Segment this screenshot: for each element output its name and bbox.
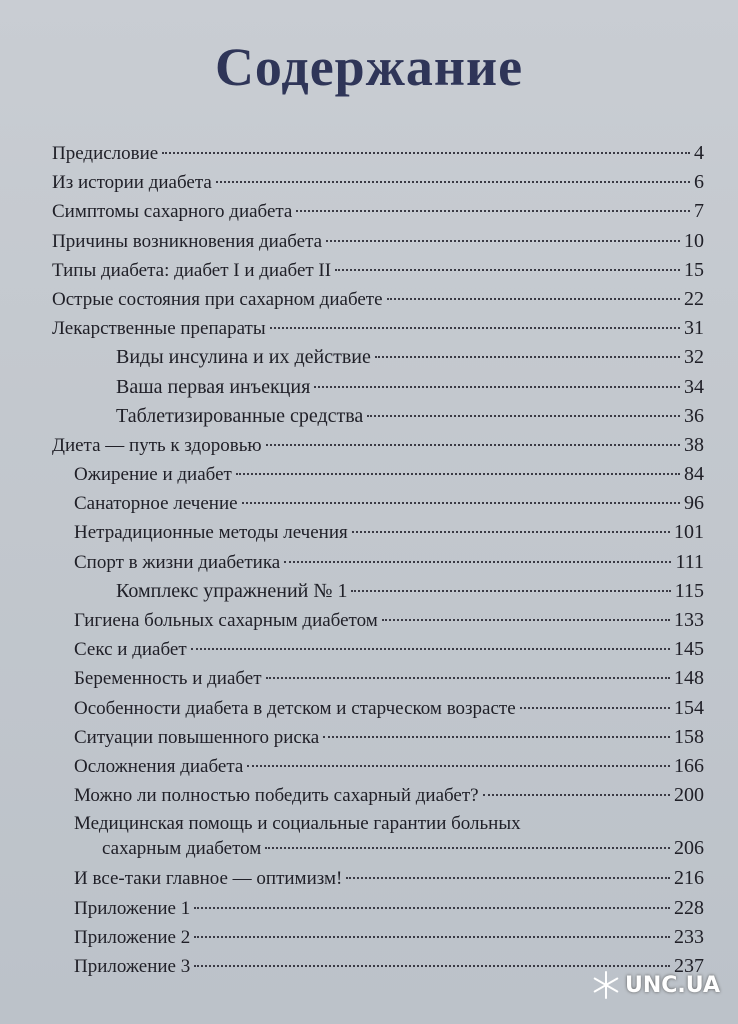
toc-entry-page: 101 — [674, 521, 704, 544]
toc-entry-page: 206 — [674, 837, 704, 860]
dot-leader — [375, 356, 680, 358]
table-of-contents — [52, 142, 704, 984]
dot-leader — [265, 847, 670, 849]
toc-entry — [52, 230, 704, 259]
dot-leader — [266, 444, 680, 446]
toc-entry-label: Нетрадиционные методы лечения — [74, 522, 348, 544]
toc-entry-label: сахарным диабетом — [102, 838, 262, 860]
toc-entry-label: Особенности диабета в детском и старческом возрасте — [74, 697, 516, 719]
toc-entry-label: Диета — путь к здоровью — [52, 434, 262, 456]
dot-leader — [247, 765, 670, 767]
toc-entry-label: Беременность и диабет — [74, 668, 262, 690]
toc-entry-page: 7 — [694, 200, 704, 223]
toc-entry-page: 6 — [694, 171, 704, 194]
dot-leader — [242, 502, 680, 504]
toc-entry-label: Приложение 2 — [74, 926, 191, 948]
toc-entry-page: 31 — [684, 317, 704, 340]
toc-entry — [52, 551, 704, 580]
dot-leader — [162, 152, 690, 154]
toc-entry-label: Типы диабета: диабет I и диабет II — [52, 259, 332, 281]
dot-leader — [367, 415, 680, 417]
dot-leader — [335, 269, 680, 271]
toc-entry — [52, 171, 704, 200]
toc-entry-page: 32 — [684, 346, 704, 369]
toc-entry-label: Приложение 1 — [74, 897, 191, 919]
dot-leader — [270, 327, 680, 329]
toc-entry-page: 22 — [684, 287, 704, 310]
dot-leader — [326, 240, 680, 242]
toc-subentry — [52, 346, 704, 375]
toc-entry-page: 145 — [674, 638, 704, 661]
toc-entry — [52, 726, 704, 755]
toc-entry — [52, 609, 704, 638]
watermark-text: UNC.UA — [625, 972, 720, 998]
toc-entry-label: И все-таки главное — оптимизм! — [74, 868, 343, 890]
toc-entry — [52, 813, 704, 837]
dot-leader — [520, 707, 670, 709]
toc-entry-label: Секс и диабет — [74, 639, 187, 661]
toc-subentry — [52, 580, 704, 609]
toc-entry-page: 228 — [674, 896, 704, 919]
toc-entry-page: 38 — [684, 433, 704, 456]
dot-leader — [194, 907, 670, 909]
toc-entry-label: Причины возникновения диабета — [52, 230, 323, 252]
toc-entry-page: 154 — [674, 696, 704, 719]
toc-entry-page: 36 — [684, 404, 704, 427]
toc-entry-label: Виды инсулина и их действие — [116, 346, 371, 369]
toc-entry-label: Предисловие — [52, 143, 159, 164]
toc-entry-continued — [52, 837, 704, 867]
toc-entry-page: 148 — [674, 667, 704, 690]
toc-entry-page: 84 — [684, 463, 704, 486]
toc-entry — [52, 463, 704, 492]
toc-entry-page: 4 — [694, 142, 704, 164]
watermark — [591, 970, 720, 1000]
toc-entry-label: Приложение 3 — [74, 955, 191, 977]
toc-entry — [52, 784, 704, 813]
toc-entry-page: 111 — [675, 550, 704, 573]
dot-leader — [382, 619, 670, 621]
dot-leader — [346, 877, 670, 879]
toc-entry-page: 158 — [674, 725, 704, 748]
toc-entry — [52, 667, 704, 696]
toc-entry-label: Гигиена больных сахарным диабетом — [74, 610, 378, 631]
toc-entry — [52, 142, 704, 171]
toc-entry-label: Острые состояния при сахарном диабете — [52, 288, 383, 310]
toc-entry-label: Медицинская помощь и социальные гарантии больных — [74, 813, 521, 835]
toc-entry-page: 10 — [684, 229, 704, 252]
toc-subentry — [52, 405, 704, 434]
toc-entry — [52, 434, 704, 463]
toc-entry-label: Спорт в жизни диабетика — [74, 551, 281, 573]
toc-entry-page: 133 — [674, 609, 704, 631]
toc-entry-label: Осложнения диабета — [74, 755, 244, 777]
toc-entry-label: Ваша первая инъекция — [116, 375, 311, 398]
toc-entry-page: 216 — [674, 867, 704, 890]
toc-entry — [52, 897, 704, 926]
dot-leader — [194, 965, 670, 967]
toc-entry — [52, 259, 704, 288]
dot-leader — [216, 181, 690, 183]
toc-entry — [52, 521, 704, 550]
toc-subentry — [52, 376, 704, 405]
dot-leader — [296, 210, 690, 212]
page-title: Содержание — [214, 37, 524, 97]
toc-entry-label: Симптомы сахарного диабета — [52, 201, 293, 223]
toc-entry — [52, 200, 704, 229]
dot-leader — [284, 561, 671, 563]
toc-entry-page: 200 — [674, 784, 704, 807]
toc-entry-page: 115 — [674, 579, 704, 602]
toc-entry — [52, 755, 704, 784]
toc-entry-label: Ожирение и диабет — [74, 464, 232, 486]
toc-entry-page: 166 — [674, 754, 704, 777]
snowflake-icon — [591, 970, 621, 1000]
toc-entry-label: Ситуации повышенного риска — [74, 726, 320, 748]
toc-entry-page: 15 — [684, 258, 704, 281]
toc-entry-label: Санаторное лечение — [74, 493, 238, 515]
toc-entry-page: 34 — [684, 375, 704, 398]
toc-entry — [52, 926, 704, 955]
dot-leader — [314, 386, 680, 388]
dot-leader — [323, 736, 670, 738]
toc-entry-label: Лекарственные препараты — [52, 318, 266, 340]
dot-leader — [351, 590, 670, 592]
toc-entry — [52, 638, 704, 667]
toc-entry — [52, 697, 704, 726]
dot-leader — [387, 298, 680, 300]
toc-entry — [52, 867, 704, 896]
toc-entry — [52, 288, 704, 317]
dot-leader — [236, 473, 680, 475]
dot-leader — [191, 648, 670, 650]
toc-entry-label: Комплекс упражнений № 1 — [116, 579, 348, 602]
toc-entry-page: 233 — [674, 925, 704, 948]
toc-entry-page: 237 — [674, 954, 704, 977]
toc-entry-label: Из истории диабета — [52, 172, 212, 194]
toc-entry-page: 96 — [684, 492, 704, 515]
dot-leader — [483, 794, 670, 796]
dot-leader — [266, 677, 670, 679]
dot-leader — [352, 531, 670, 533]
toc-entry — [52, 492, 704, 521]
toc-entry-label: Можно ли полностью победить сахарный диабет? — [74, 785, 479, 807]
toc-entry — [52, 317, 704, 346]
toc-entry-label: Таблетизированные средства — [116, 404, 364, 427]
dot-leader — [194, 936, 670, 938]
